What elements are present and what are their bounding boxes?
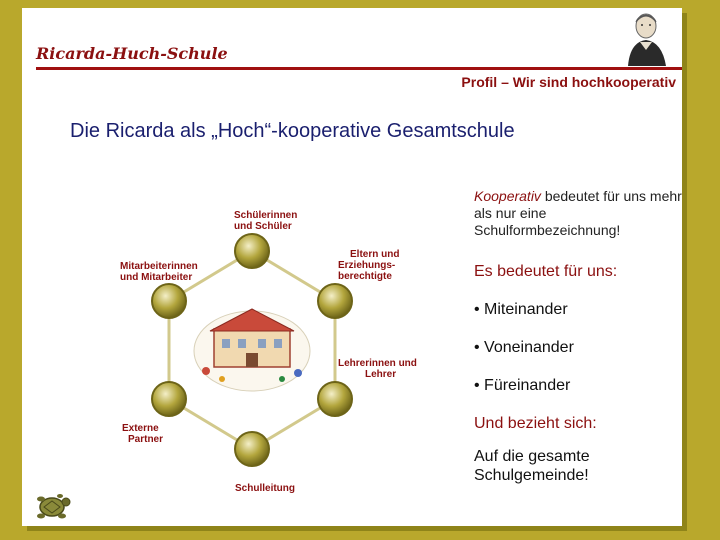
node-schueler — [235, 234, 269, 268]
kooperativ-rest: bedeutet für uns mehr als nur eine Schulformbezeichnung! — [474, 188, 682, 238]
label-eltern: Eltern und Erziehungs- berechtigte — [338, 249, 400, 282]
bullet-item: • Voneinander — [474, 339, 574, 356]
label-lehrer: Lehrerinnen und Lehrer — [338, 358, 417, 380]
right-column — [474, 188, 684, 485]
label-schueler: Schülerinnen und Schüler — [234, 210, 298, 232]
bullet-item: • Füreinander — [474, 377, 571, 394]
bullet-item: • Miteinander — [474, 301, 568, 318]
portrait-image — [620, 10, 672, 66]
node-eltern — [318, 284, 352, 318]
node-mitarbeiter — [152, 284, 186, 318]
bullet-list — [474, 301, 684, 395]
slide-subtitle: Profil – Wir sind hochkooperativ — [461, 74, 676, 90]
und-bezieht-heading: Und bezieht sich: — [474, 415, 597, 432]
kooperativ-word: Kooperativ — [474, 188, 541, 204]
node-schulleitung — [235, 432, 269, 466]
node-lehrer — [318, 382, 352, 416]
cooperation-diagram — [82, 193, 422, 503]
label-schulleitung: Schulleitung — [235, 483, 295, 494]
slide — [22, 8, 682, 526]
turtle-icon — [32, 490, 72, 522]
es-bedeutet-heading: Es bedeutet für uns: — [474, 263, 618, 280]
school-name: Ricarda-Huch-Schule — [36, 44, 228, 63]
school-building-image — [194, 309, 310, 391]
label-externe: Externe Partner — [122, 423, 164, 445]
slide-title: Die Ricarda als „Hoch“-kooperative Gesamtschule — [70, 120, 515, 142]
label-mitarbeiter: Mitarbeiterinnen und Mitarbeiter — [120, 261, 198, 283]
kooperativ-paragraph — [474, 188, 684, 239]
node-externe — [152, 382, 186, 416]
header-rule — [36, 67, 682, 70]
gesamte-text: Auf die gesamte Schulgemeinde! — [474, 448, 590, 484]
